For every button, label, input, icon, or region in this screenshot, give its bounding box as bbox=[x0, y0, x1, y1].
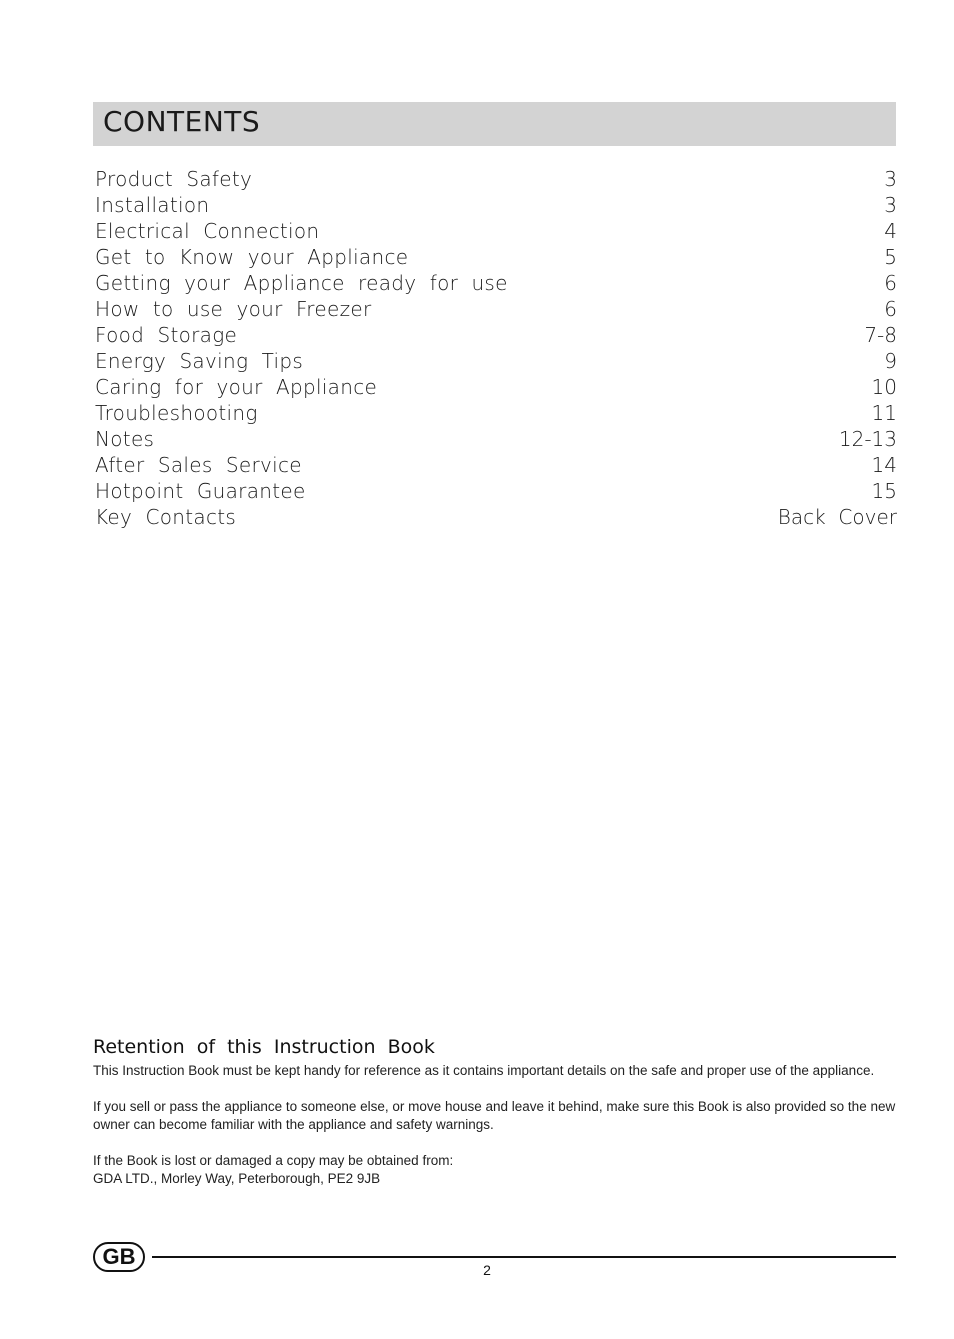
toc-entry-page: 14 bbox=[871, 453, 897, 477]
toc-entry[interactable] bbox=[95, 270, 897, 296]
retention-paragraph bbox=[93, 1152, 897, 1188]
country-badge: GB bbox=[93, 1242, 145, 1272]
toc-entry-page: 10 bbox=[871, 375, 897, 399]
retention-copy-line: If the Book is lost or damaged a copy may be obtained from: bbox=[93, 1153, 454, 1168]
toc-entry-title: After Sales Service bbox=[95, 453, 302, 477]
toc-entry[interactable] bbox=[95, 478, 897, 504]
contents-header-bar bbox=[93, 102, 896, 146]
retention-section bbox=[93, 1036, 897, 1206]
retention-paragraph: If you sell or pass the appliance to someone else, or move house and leave it behind, make sure this Book is also provided so the new owner can become familiar with the appliance and safety warnings. bbox=[93, 1099, 896, 1132]
toc-entry-title: Product Safety bbox=[95, 167, 253, 191]
toc-entry-title: Caring for your Appliance bbox=[95, 375, 378, 399]
toc-entry-page: 5 bbox=[884, 245, 897, 269]
toc-entry-page: 3 bbox=[884, 167, 897, 191]
toc-entry-page: 11 bbox=[871, 401, 897, 425]
page-number: 2 bbox=[483, 1262, 491, 1278]
toc-entry-title: Installation bbox=[95, 193, 210, 217]
toc-entry-page: 9 bbox=[884, 349, 897, 373]
toc-entry[interactable] bbox=[95, 244, 897, 270]
page-title: CONTENTS bbox=[103, 105, 261, 138]
toc-entry[interactable] bbox=[95, 374, 897, 400]
toc-entry-title: Notes bbox=[95, 427, 155, 451]
toc-entry-page: 3 bbox=[884, 193, 897, 217]
toc-entry-page: 7-8 bbox=[864, 323, 897, 347]
toc-entry[interactable] bbox=[95, 400, 897, 426]
toc-entry[interactable] bbox=[95, 348, 897, 374]
toc-entry-title: Key Contacts bbox=[95, 505, 237, 529]
retention-address: GDA LTD., Morley Way, Peterborough, PE2 9JB bbox=[93, 1171, 381, 1186]
footer-divider bbox=[152, 1256, 896, 1258]
toc-entry[interactable] bbox=[95, 166, 897, 192]
toc-entry-page: 6 bbox=[884, 271, 897, 295]
retention-paragraph: This Instruction Book must be kept handy for reference as it contains important details on the safe and proper use of the appliance. bbox=[93, 1063, 875, 1078]
toc-entry[interactable] bbox=[95, 192, 897, 218]
toc-entry-page: 6 bbox=[884, 297, 897, 321]
toc-entry-title: Electrical Connection bbox=[95, 219, 320, 243]
toc-entry-page: 4 bbox=[884, 219, 897, 243]
toc-entry-title: Hotpoint Guarantee bbox=[95, 479, 306, 503]
toc-entry[interactable] bbox=[95, 504, 897, 530]
toc-entry[interactable] bbox=[95, 218, 897, 244]
toc-entry-title: Get to Know your Appliance bbox=[95, 245, 409, 269]
toc-entry-title: Energy Saving Tips bbox=[95, 349, 304, 373]
table-of-contents bbox=[95, 166, 897, 530]
toc-entry-title: Troubleshooting bbox=[95, 401, 258, 425]
toc-entry[interactable] bbox=[95, 296, 897, 322]
toc-entry-title: How to use your Freezer bbox=[95, 297, 372, 321]
toc-entry-title: Food Storage bbox=[95, 323, 238, 347]
retention-heading: Retention of this Instruction Book bbox=[93, 1036, 435, 1058]
toc-entry[interactable] bbox=[95, 426, 897, 452]
toc-entry-page: 12-13 bbox=[838, 427, 897, 451]
toc-entry-page: Back Cover bbox=[777, 505, 897, 529]
toc-entry-page: 15 bbox=[871, 479, 897, 503]
toc-entry-title: Getting your Appliance ready for use bbox=[95, 271, 508, 295]
toc-entry[interactable] bbox=[95, 322, 897, 348]
toc-entry[interactable] bbox=[95, 452, 897, 478]
